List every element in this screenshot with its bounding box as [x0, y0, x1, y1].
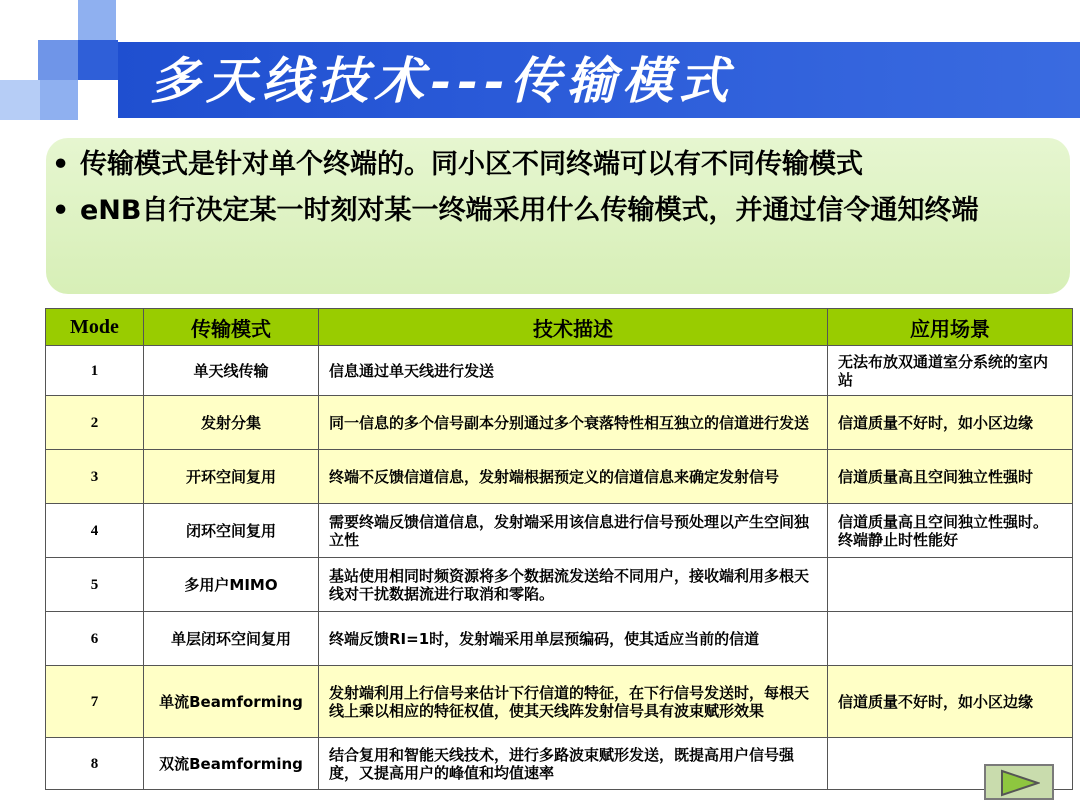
cell-scene: 信道质量高且空间独立性强时 — [828, 450, 1073, 504]
table-row — [46, 450, 1073, 504]
cell-desc: 同一信息的多个信号副本分别通过多个衰落特性相互独立的信道进行发送 — [319, 396, 828, 450]
cell-name: 多用户MIMO — [144, 558, 319, 612]
decor-square — [40, 80, 78, 120]
table-row — [46, 666, 1073, 738]
table-row — [46, 738, 1073, 790]
cell-mode: 2 — [46, 396, 144, 450]
table-row — [46, 558, 1073, 612]
cell-mode: 5 — [46, 558, 144, 612]
table-header-row — [46, 309, 1073, 346]
cell-name: 单天线传输 — [144, 346, 319, 396]
cell-mode: 6 — [46, 612, 144, 666]
cell-mode: 7 — [46, 666, 144, 738]
transmission-mode-table — [45, 308, 1073, 790]
bullet-item: • eNB自行决定某一时刻对某一终端采用什么传输模式，并通过信令通知终端 — [52, 195, 979, 226]
cell-name: 单流Beamforming — [144, 666, 319, 738]
cell-scene: 无法布放双通道室分系统的室内站 — [828, 346, 1073, 396]
cell-mode: 1 — [46, 346, 144, 396]
cell-desc: 发射端利用上行信号来估计下行信道的特征，在下行信号发送时，每根天线上乘以相应的特征权值，使其天线阵发射信号具有波束赋形效果 — [319, 666, 828, 738]
cell-mode: 4 — [46, 504, 144, 558]
bullet-item: • 传输模式是针对单个终端的。同小区不同终端可以有不同传输模式 — [52, 149, 863, 180]
cell-scene — [828, 558, 1073, 612]
header-description: 技术描述 — [319, 309, 828, 346]
cell-desc: 信息通过单天线进行发送 — [319, 346, 828, 396]
cell-scene: 信道质量高且空间独立性强时。终端静止时性能好 — [828, 504, 1073, 558]
cell-mode: 3 — [46, 450, 144, 504]
cell-desc: 结合复用和智能天线技术，进行多路波束赋形发送，既提高用户信号强度，又提高用户的峰值和均值速率 — [319, 738, 828, 790]
decor-square — [0, 80, 40, 120]
cell-scene — [828, 612, 1073, 666]
decor-square — [38, 40, 78, 80]
cell-name: 发射分集 — [144, 396, 319, 450]
cell-desc: 基站使用相同时频资源将多个数据流发送给不同用户，接收端利用多根天线对干扰数据流进行取消和零陷。 — [319, 558, 828, 612]
header-transmission-mode: 传输模式 — [144, 309, 319, 346]
header-mode: Mode — [46, 309, 144, 346]
cell-name: 开环空间复用 — [144, 450, 319, 504]
cell-name: 闭环空间复用 — [144, 504, 319, 558]
cell-desc: 终端不反馈信道信息，发射端根据预定义的信道信息来确定发射信号 — [319, 450, 828, 504]
play-triangle-icon — [1000, 769, 1040, 797]
cell-scene: 信道质量不好时，如小区边缘 — [828, 396, 1073, 450]
header-scenario: 应用场景 — [828, 309, 1073, 346]
cell-mode: 8 — [46, 738, 144, 790]
decor-square — [78, 0, 116, 40]
decor-square — [78, 40, 118, 80]
cell-desc: 终端反馈RI=1时，发射端采用单层预编码，使其适应当前的信道 — [319, 612, 828, 666]
cell-scene: 信道质量不好时，如小区边缘 — [828, 666, 1073, 738]
cell-name: 双流Beamforming — [144, 738, 319, 790]
table-row — [46, 612, 1073, 666]
cell-name: 单层闭环空间复用 — [144, 612, 319, 666]
next-slide-button[interactable] — [984, 764, 1054, 800]
slide-title: 多天线技术---传输模式 — [150, 51, 735, 110]
cell-desc: 需要终端反馈信道信息，发射端采用该信息进行信号预处理以产生空间独立性 — [319, 504, 828, 558]
table-row — [46, 504, 1073, 558]
table-row — [46, 346, 1073, 396]
table-row — [46, 396, 1073, 450]
bullet-list — [52, 142, 1062, 234]
